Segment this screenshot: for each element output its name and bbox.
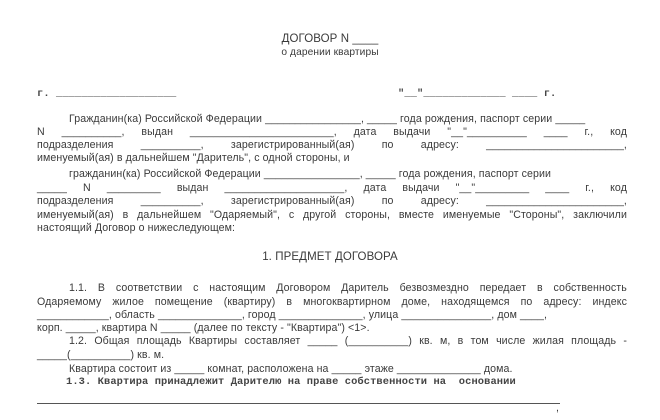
word: м, bbox=[439, 335, 451, 347]
party2-line-4 bbox=[37, 209, 627, 222]
word: выдачи bbox=[402, 182, 440, 194]
party1-line-2 bbox=[37, 126, 627, 139]
word: по bbox=[381, 195, 394, 207]
word: Даритель bbox=[341, 282, 389, 294]
word: выдан bbox=[176, 182, 209, 194]
word: Договором bbox=[276, 282, 331, 294]
word: кв. bbox=[419, 335, 433, 347]
word: многоквартирном bbox=[303, 296, 391, 308]
word: дата bbox=[363, 182, 387, 194]
word: по bbox=[381, 139, 394, 151]
word: Квартиры bbox=[188, 335, 238, 347]
word: именуемый(ая) bbox=[37, 209, 114, 221]
word: адресу: bbox=[420, 195, 459, 207]
document-subtitle: о дарении квартиры bbox=[281, 47, 379, 58]
word: числе bbox=[496, 335, 526, 347]
party2-line-5: настоящий Договор о нижеследующем: bbox=[37, 222, 236, 234]
clause-1-2-line-1 bbox=[69, 335, 627, 348]
word: том bbox=[470, 335, 489, 347]
document-title: ДОГОВОР N ____ bbox=[281, 33, 379, 45]
word: составляет bbox=[244, 335, 301, 347]
date-field: "__"_____________ ____ г. bbox=[398, 88, 557, 100]
word: N bbox=[83, 182, 91, 194]
clause-1-1-line-4: корп. _____, квартира N _____ (далее по тексту - "Квартира") <1>. bbox=[37, 322, 370, 334]
word: "Стороны", bbox=[509, 209, 565, 221]
word: __________, bbox=[140, 139, 204, 151]
party1-line-1: Гражданин(ка) Российской Федерации ________________, _____ года рождения, паспорт серии _____ bbox=[69, 113, 586, 125]
word: дата bbox=[353, 126, 377, 138]
word: заключили bbox=[573, 209, 627, 221]
word: настоящим bbox=[209, 282, 266, 294]
word: жилая bbox=[532, 335, 564, 347]
clause-1-2-line-2: _____(__________) кв. м. bbox=[37, 349, 165, 361]
word: _____ bbox=[307, 335, 338, 347]
word: код bbox=[610, 126, 627, 138]
word: - bbox=[623, 335, 627, 347]
section-1-heading: 1. ПРЕДМЕТ ДОГОВОРА bbox=[262, 251, 398, 263]
word: другой bbox=[303, 209, 337, 221]
word: Одаряемому bbox=[37, 296, 102, 308]
word: "__"_________ bbox=[455, 182, 530, 194]
party2-line-1: гражданин(ка) Российской Федерации ________________, _____ года рождения, паспорт серии bbox=[69, 168, 552, 180]
word: передает bbox=[479, 282, 527, 294]
word: ____ bbox=[543, 126, 568, 138]
word: _______________________, bbox=[486, 195, 627, 207]
word: дальнейшем bbox=[137, 209, 202, 221]
word: __________, bbox=[61, 126, 125, 138]
word: г., bbox=[584, 126, 594, 138]
word: ________________________, bbox=[189, 126, 337, 138]
trailing-comma: , bbox=[556, 402, 560, 414]
word: "__"__________ bbox=[447, 126, 527, 138]
word: адресу: bbox=[543, 296, 582, 308]
word: находящемся bbox=[441, 296, 510, 308]
blank-rule bbox=[37, 403, 560, 404]
word: В bbox=[97, 282, 106, 294]
party1-line-3 bbox=[37, 139, 627, 152]
word: N bbox=[37, 126, 45, 138]
word: доме, bbox=[401, 296, 431, 308]
word: именуемые bbox=[442, 209, 501, 221]
word: Общая bbox=[94, 335, 130, 347]
word: 1.2. bbox=[69, 335, 88, 347]
word: выдачи bbox=[393, 126, 431, 138]
word: зарегистрированный(ая) bbox=[230, 195, 355, 207]
word: г., bbox=[585, 182, 595, 194]
word: с bbox=[193, 282, 199, 294]
word: _____ bbox=[37, 182, 67, 194]
word: (квартиру) bbox=[223, 296, 276, 308]
word: площадь bbox=[571, 335, 617, 347]
word: 1.1. bbox=[69, 282, 88, 294]
word: индекс bbox=[592, 296, 627, 308]
party1-line-4: именуемый(ая) в дальнейшем "Даритель", с одной стороны, и bbox=[37, 152, 350, 164]
word: ____ bbox=[545, 182, 570, 194]
word: _________ bbox=[106, 182, 161, 194]
word: площадь bbox=[136, 335, 182, 347]
word: _______________________, bbox=[486, 139, 627, 151]
word: "Одаряемый", bbox=[210, 209, 281, 221]
word: адресу: bbox=[420, 139, 459, 151]
word: подразделения bbox=[37, 195, 114, 207]
word: с bbox=[288, 209, 295, 221]
word: в bbox=[286, 296, 293, 308]
party2-line-2 bbox=[37, 182, 627, 195]
word: помещение bbox=[154, 296, 213, 308]
word: соответствии bbox=[115, 282, 183, 294]
party2-line-3 bbox=[37, 195, 627, 208]
word: код bbox=[610, 182, 627, 194]
word: в bbox=[122, 209, 129, 221]
word: ____________________, bbox=[224, 182, 348, 194]
word: (__________) bbox=[344, 335, 412, 347]
word: вместе bbox=[398, 209, 435, 221]
clause-1-1-line-2 bbox=[37, 296, 627, 309]
word: зарегистрированный(ая) bbox=[230, 139, 355, 151]
word: стороны, bbox=[345, 209, 391, 221]
word: жилое bbox=[112, 296, 144, 308]
word: безвозмездно bbox=[399, 282, 469, 294]
clause-1-1-line-3: ____________, область ______________, город ______________, улица _______________, дом ____, bbox=[37, 309, 548, 321]
word: __________, bbox=[140, 195, 204, 207]
word: собственность bbox=[553, 282, 627, 294]
word: выдан bbox=[141, 126, 174, 138]
clause-1-2-line-3: Квартира состоит из _____ комнат, расположена на _____ этаже ______________ дома. bbox=[69, 363, 513, 375]
word: в bbox=[536, 282, 543, 294]
clause-1-3: 1.3. Квартира принадлежит Дарителю на праве собственности на основании bbox=[66, 376, 516, 388]
word: в bbox=[457, 335, 464, 347]
word: подразделения bbox=[37, 139, 114, 151]
word: по bbox=[520, 296, 533, 308]
city-field: г. ___________________ bbox=[37, 88, 177, 100]
clause-1-1-line-1 bbox=[69, 282, 627, 295]
